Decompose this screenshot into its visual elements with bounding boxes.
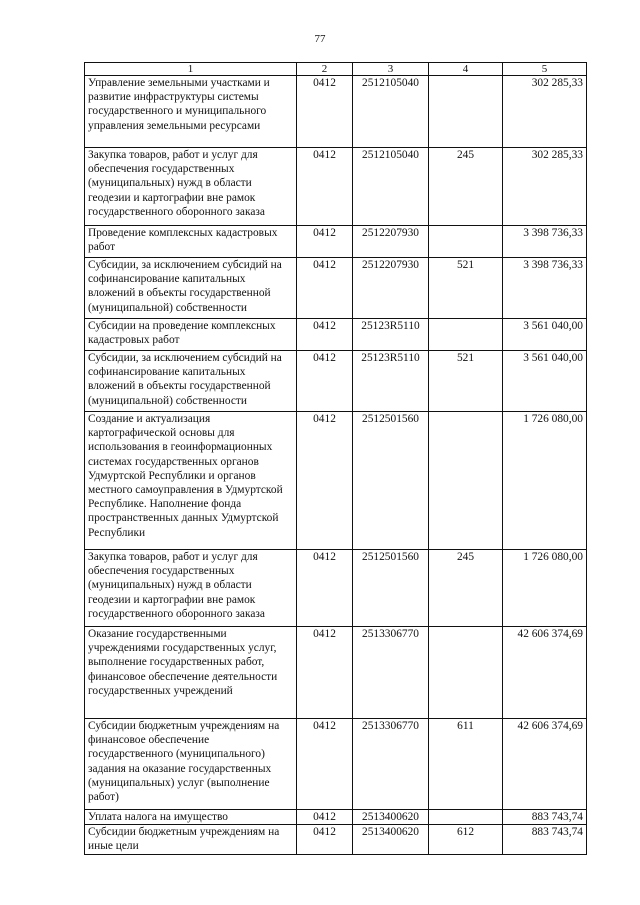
row-section: 0412	[297, 550, 353, 627]
header-cell: 2	[297, 63, 353, 76]
row-target-code: 2513400620	[353, 825, 429, 855]
row-section: 0412	[297, 258, 353, 319]
row-name: Субсидии бюджетным учреждениям на иные цели	[85, 825, 297, 855]
row-target-code: 25123R5110	[353, 351, 429, 412]
row-name: Управление земельными участками и развитие инфраструктуры системы государственного и муниципального управления земельными ресурсами	[85, 76, 297, 148]
table-row	[85, 719, 587, 810]
row-expense-type: 611	[429, 719, 503, 810]
row-name: Закупка товаров, работ и услуг для обеспечения государственных (муниципальных) нужд в области геодезии и картографии вне рамок государственного оборонного заказа	[85, 148, 297, 226]
row-target-code: 2513306770	[353, 719, 429, 810]
row-expense-type: 612	[429, 825, 503, 855]
row-section: 0412	[297, 412, 353, 550]
header-row	[85, 63, 587, 76]
row-section: 0412	[297, 825, 353, 855]
row-amount: 3 398 736,33	[503, 258, 587, 319]
row-amount: 42 606 374,69	[503, 627, 587, 719]
row-name: Субсидии, за исключением субсидий на софинансирование капитальных вложений в объекты государственной (муниципальной) собственности	[85, 258, 297, 319]
row-amount: 3 561 040,00	[503, 319, 587, 351]
row-name: Проведение комплексных кадастровых работ	[85, 226, 297, 258]
row-name: Уплата налога на имущество	[85, 810, 297, 825]
row-target-code: 2512501560	[353, 550, 429, 627]
row-target-code: 25123R5110	[353, 319, 429, 351]
row-name: Субсидии бюджетным учреждениям на финансовое обеспечение государственного (муниципального) задания на оказание государственных (муниципальных) услуг (выполнение работ)	[85, 719, 297, 810]
header-cell: 5	[503, 63, 587, 76]
row-section: 0412	[297, 351, 353, 412]
row-section: 0412	[297, 810, 353, 825]
table-row	[85, 825, 587, 855]
table-row	[85, 351, 587, 412]
row-target-code: 2512105040	[353, 76, 429, 148]
row-amount: 3 398 736,33	[503, 226, 587, 258]
row-expense-type	[429, 319, 503, 351]
row-amount: 302 285,33	[503, 76, 587, 148]
row-expense-type: 245	[429, 148, 503, 226]
row-expense-type	[429, 627, 503, 719]
table-row	[85, 412, 587, 550]
row-expense-type	[429, 810, 503, 825]
header-cell: 1	[85, 63, 297, 76]
table-row	[85, 810, 587, 825]
row-name: Закупка товаров, работ и услуг для обеспечения государственных (муниципальных) нужд в области геодезии и картографии вне рамок государственного оборонного заказа	[85, 550, 297, 627]
row-name: Субсидии, за исключением субсидий на софинансирование капитальных вложений в объекты государственной (муниципальной) собственности	[85, 351, 297, 412]
row-target-code: 2512207930	[353, 226, 429, 258]
row-name: Оказание государственными учреждениями государственных услуг, выполнение государственных работ, финансовое обеспечение деятельности государственных учреждений	[85, 627, 297, 719]
row-section: 0412	[297, 319, 353, 351]
row-name: Субсидии на проведение комплексных кадастровых работ	[85, 319, 297, 351]
row-expense-type	[429, 412, 503, 550]
row-amount: 883 743,74	[503, 825, 587, 855]
table-row	[85, 258, 587, 319]
row-target-code: 2513306770	[353, 627, 429, 719]
row-expense-type: 245	[429, 550, 503, 627]
budget-table	[84, 62, 587, 855]
header-cell: 4	[429, 63, 503, 76]
row-section: 0412	[297, 148, 353, 226]
row-expense-type	[429, 76, 503, 148]
table-row	[85, 76, 587, 148]
row-section: 0412	[297, 76, 353, 148]
row-section: 0412	[297, 226, 353, 258]
table-row	[85, 226, 587, 258]
row-section: 0412	[297, 719, 353, 810]
row-name: Создание и актуализация картографической основы для использования в геоинформационных системах государственных органов Удмуртской Республики и органов местного самоуправления в Удмуртской Республике. Наполнение фонда пространственных данных Удмуртской Республики	[85, 412, 297, 550]
row-target-code: 2512105040	[353, 148, 429, 226]
table-row	[85, 148, 587, 226]
table-row	[85, 627, 587, 719]
row-section: 0412	[297, 627, 353, 719]
row-target-code: 2512207930	[353, 258, 429, 319]
table-row	[85, 319, 587, 351]
page-number: 77	[314, 33, 326, 45]
row-target-code: 2512501560	[353, 412, 429, 550]
row-expense-type: 521	[429, 351, 503, 412]
table-row	[85, 550, 587, 627]
row-amount: 3 561 040,00	[503, 351, 587, 412]
row-amount: 42 606 374,69	[503, 719, 587, 810]
row-target-code: 2513400620	[353, 810, 429, 825]
row-amount: 1 726 080,00	[503, 550, 587, 627]
header-cell: 3	[353, 63, 429, 76]
row-expense-type	[429, 226, 503, 258]
row-amount: 883 743,74	[503, 810, 587, 825]
row-amount: 1 726 080,00	[503, 412, 587, 550]
row-expense-type: 521	[429, 258, 503, 319]
row-amount: 302 285,33	[503, 148, 587, 226]
